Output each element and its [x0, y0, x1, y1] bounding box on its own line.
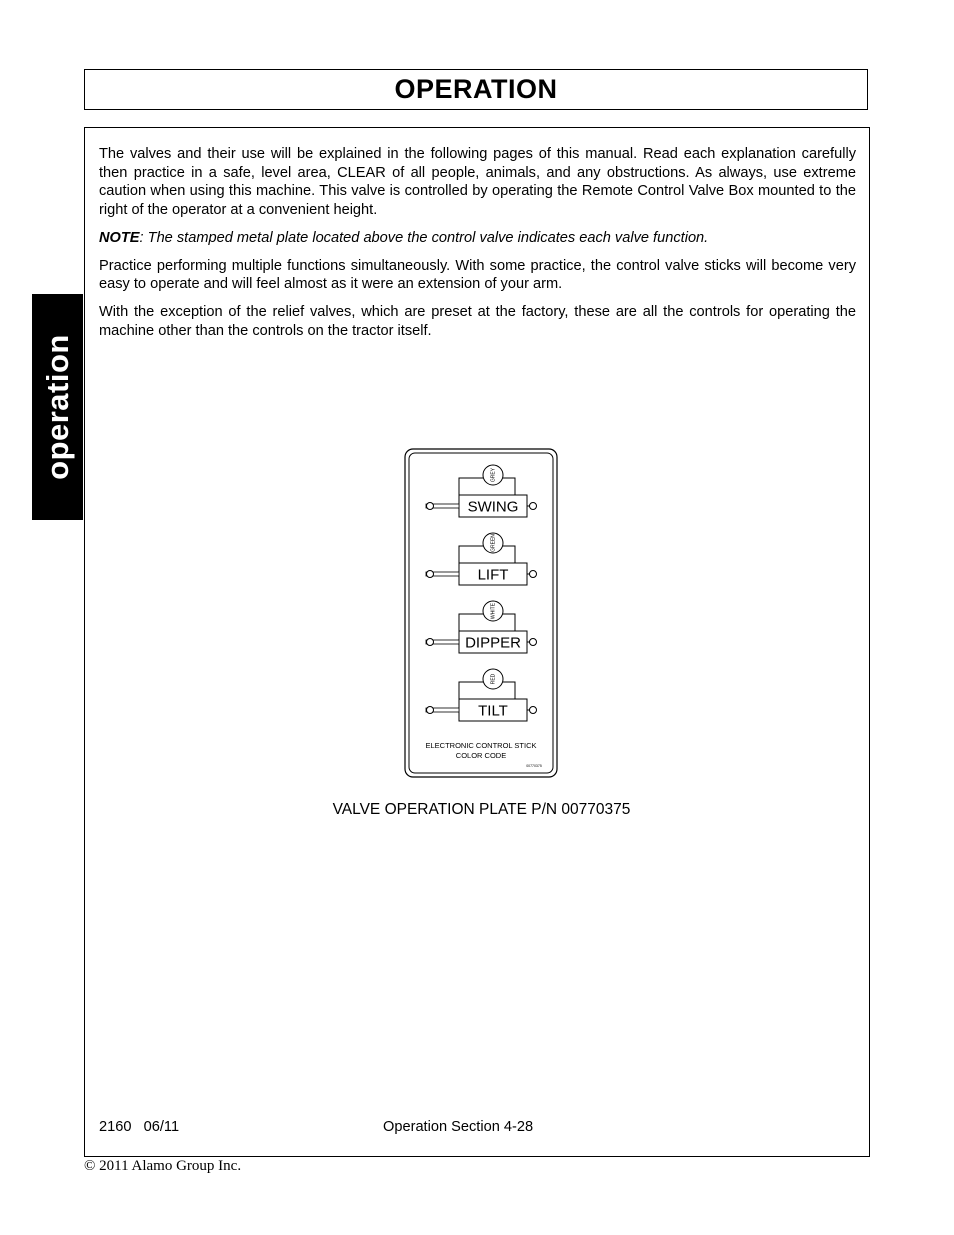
footer-doc-id — [99, 1119, 179, 1135]
color-code-label: WHITE — [490, 602, 497, 620]
note-text: : The stamped metal plate located above the control valve indicates each valve function. — [139, 229, 709, 246]
header-box — [84, 69, 868, 110]
footer-doc-text: 2160 06/11 — [99, 1119, 180, 1135]
footer-section: Operation Section 4-28 — [383, 1119, 534, 1135]
function-label: SWING — [467, 498, 519, 516]
plate-part-number: 00770375 — [526, 764, 542, 768]
copyright: © 2011 Alamo Group Inc. — [84, 1158, 242, 1174]
plate-legend-line2: COLOR CODE — [455, 751, 507, 760]
body-text — [99, 145, 856, 350]
color-code-label: RED — [490, 673, 497, 685]
page-title: OPERATION — [394, 74, 558, 104]
color-code-label: GREEN — [490, 534, 497, 552]
paragraph-intro: The valves and their use will be explained in the following pages of this manual. Read each explanation carefully then practice in a safe, level area, CLEAR of all people, animals, and any obstructions. As always, use extreme caution when using this machine. This valve is controlled by operating the Remote Control Valve Box mounted to the right of the operator at a convenient height. — [99, 146, 856, 218]
content-box — [84, 127, 870, 1157]
plate-legend-line1: ELECTRONIC CONTROL STICK — [425, 741, 537, 750]
valve-operation-plate — [404, 446, 560, 778]
figure-caption: VALVE OPERATION PLATE P/N 00770375 — [332, 801, 631, 818]
color-code-label: GREY — [490, 467, 497, 483]
function-label: TILT — [478, 702, 508, 720]
function-label: DIPPER — [465, 634, 521, 652]
side-tab-label: operation — [39, 334, 75, 480]
paragraph-relief: With the exception of the relief valves, which are preset at the factory, these are all the controls for operating the machine other than the controls on the tractor itself. — [99, 304, 856, 339]
side-tab — [32, 294, 83, 520]
paragraph-practice: Practice performing multiple functions simultaneously. With some practice, the control valve sticks will become very easy to operate and will feel almost as it were an extension of your arm. — [99, 257, 856, 292]
note-paragraph — [99, 229, 856, 248]
function-label: LIFT — [477, 566, 509, 584]
note-label: NOTE — [99, 229, 140, 246]
